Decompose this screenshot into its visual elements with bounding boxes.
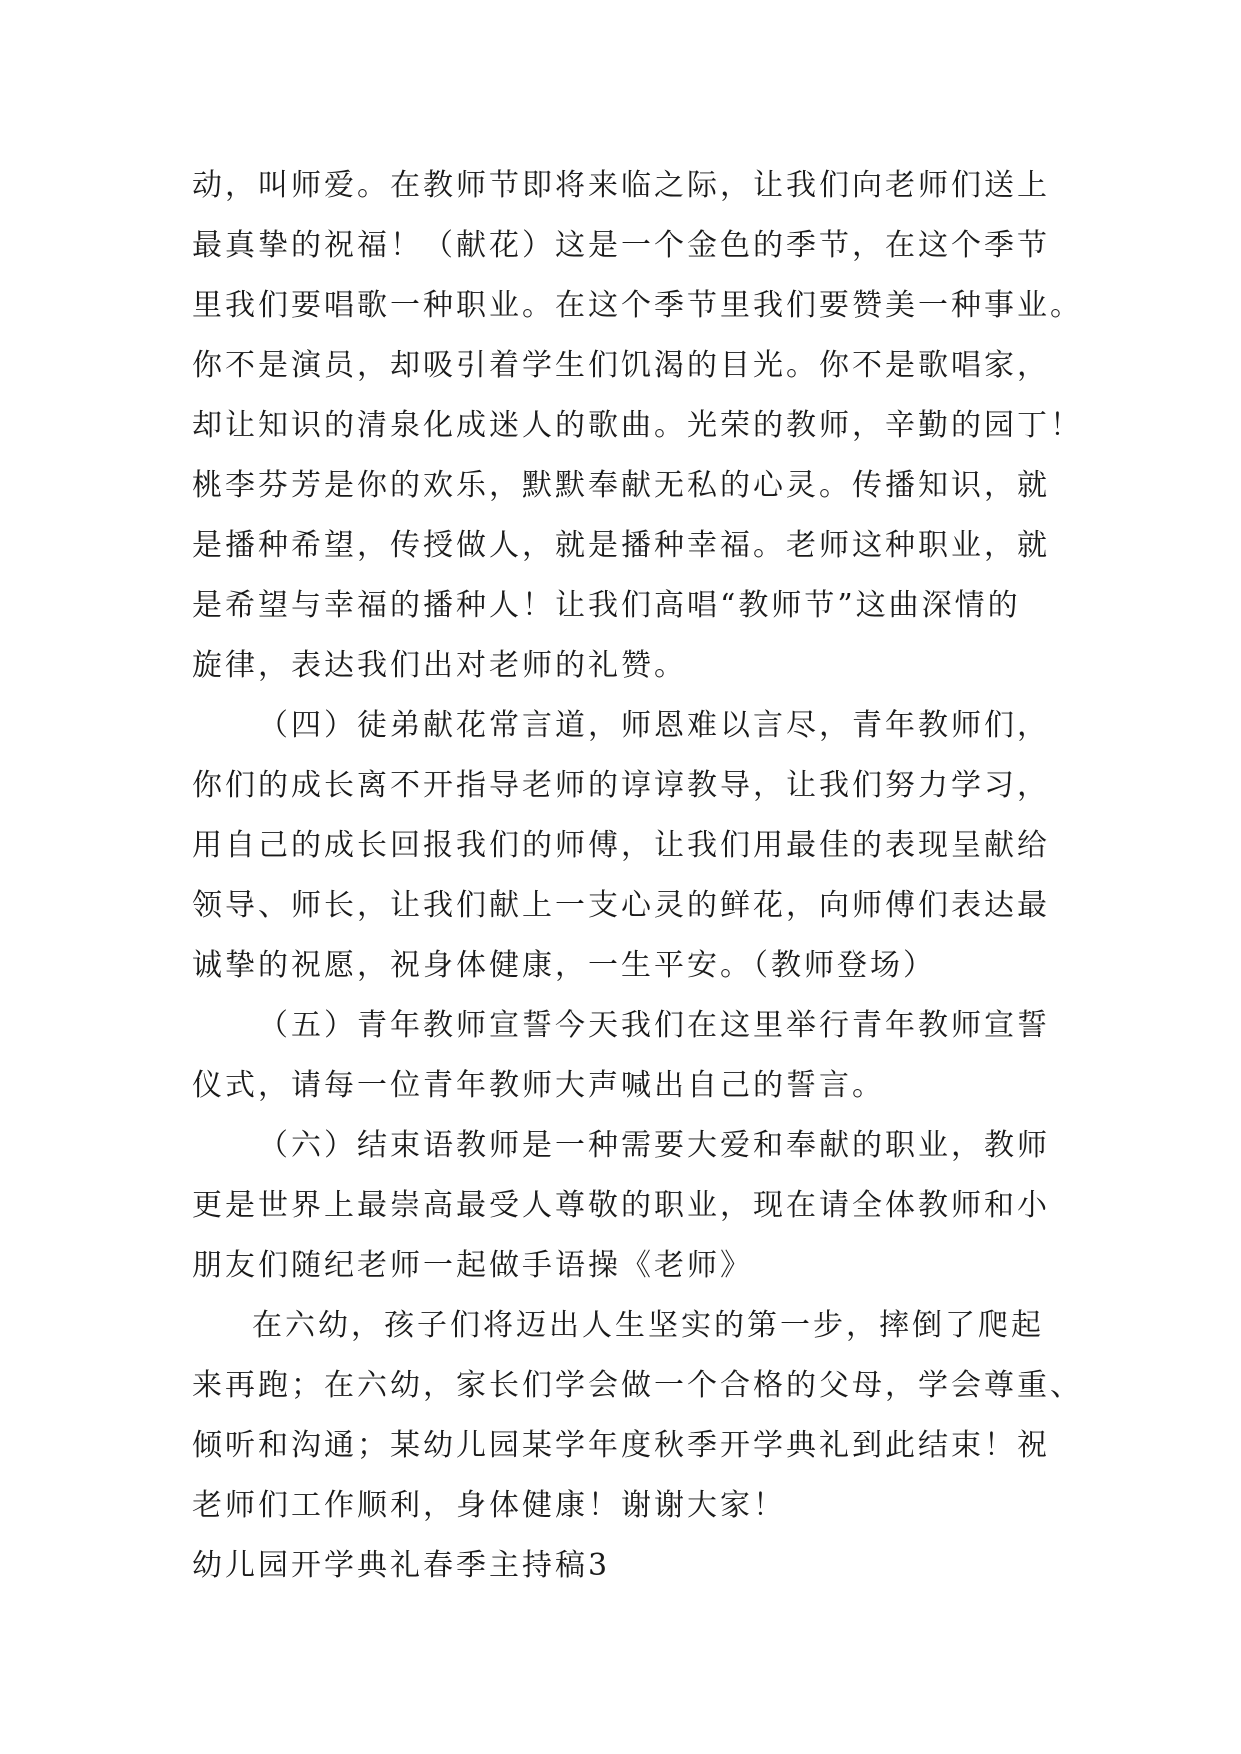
section-heading-four: （四）徒弟献花常言道，师恩难以言尽，青年教师们，	[258, 708, 1050, 743]
text-line: 是希望与幸福的播种人！让我们高唱“教师节”这曲深情的	[192, 588, 1021, 623]
text-line: 旋律，表达我们出对老师的礼赞。	[192, 648, 687, 683]
section-heading-six: （六）结束语教师是一种需要大爱和奉献的职业，教师	[258, 1128, 1050, 1163]
text-line: 里我们要唱歌一种职业。在这个季节里我们要赞美一种事业。	[192, 288, 1083, 323]
section-heading-five: （五）青年教师宣誓今天我们在这里举行青年教师宣誓	[258, 1008, 1050, 1043]
document-section-title: 幼儿园开学典礼春季主持稿3	[192, 1548, 611, 1583]
text-line: 来再跑；在六幼，家长们学会做一个合格的父母，学会尊重、	[192, 1368, 1083, 1403]
text-line: 朋友们随纪老师一起做手语操《老师》	[192, 1248, 753, 1283]
text-line: 老师们工作顺利，身体健康！谢谢大家！	[192, 1488, 786, 1523]
text-line: 更是世界上最崇高最受人尊敬的职业，现在请全体教师和小	[192, 1188, 1050, 1223]
text-line: 仪式，请每一位青年教师大声喊出自己的誓言。	[192, 1068, 885, 1103]
paragraph-start: 在六幼，孩子们将迈出人生坚实的第一步，摔倒了爬起	[252, 1308, 1044, 1343]
text-line: 你们的成长离不开指导老师的谆谆教导，让我们努力学习，	[192, 768, 1050, 803]
text-line: 动，叫师爱。在教师节即将来临之际，让我们向老师们送上	[192, 168, 1050, 203]
text-line: 诚挚的祝愿，祝身体健康，一生平安。（教师登场）	[192, 948, 936, 983]
text-line: 倾听和沟通；某幼儿园某学年度秋季开学典礼到此结束！祝	[192, 1428, 1050, 1463]
text-line: 最真挚的祝福！（献花）这是一个金色的季节，在这个季节	[192, 228, 1050, 263]
text-line: 却让知识的清泉化成迷人的歌曲。光荣的教师，辛勤的园丁！	[192, 408, 1083, 443]
text-line: 领导、师长，让我们献上一支心灵的鲜花，向师傅们表达最	[192, 888, 1050, 923]
text-line: 是播种希望，传授做人，就是播种幸福。老师这种职业，就	[192, 528, 1050, 563]
text-line: 桃李芬芳是你的欢乐，默默奉献无私的心灵。传播知识，就	[192, 468, 1050, 503]
text-line: 你不是演员，却吸引着学生们饥渴的目光。你不是歌唱家，	[192, 348, 1050, 383]
text-line: 用自己的成长回报我们的师傅，让我们用最佳的表现呈献给	[192, 828, 1050, 863]
